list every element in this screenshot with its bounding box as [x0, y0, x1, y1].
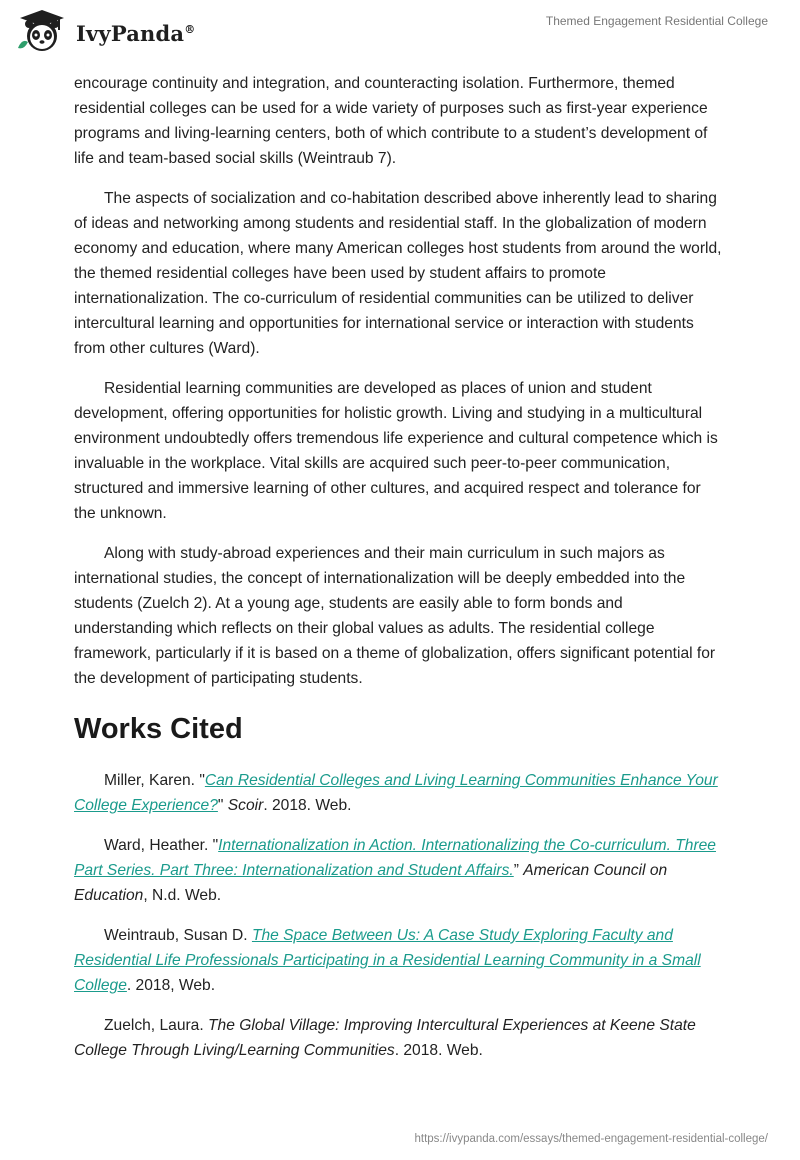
citation-author: Ward, Heather. " — [104, 837, 219, 854]
citation-source: American Council on Education — [74, 862, 668, 904]
citation-punct: ” — [513, 862, 524, 879]
works-cited-heading: Works Cited — [74, 713, 243, 745]
citation-link[interactable]: Can Residential Colleges and Living Learning Communities Enhance Your College Experience? — [74, 772, 718, 814]
essay-content — [74, 71, 724, 1078]
source-url[interactable]: https://ivypanda.com/essays/themed-engagement-residential-college/ — [414, 1133, 768, 1145]
citation-title: The Global Village: Improving Intercultural Experiences at Keene State College Through Living/Learning Communities — [74, 1017, 696, 1059]
brand-name: IvyPanda® — [76, 20, 196, 46]
citation-punct: " — [217, 797, 228, 814]
citation-author: Miller, Karen. " — [104, 772, 205, 789]
citation-author: Zuelch, Laura. — [104, 1017, 209, 1034]
paragraph: encourage continuity and integration, and counteracting isolation. Furthermore, themed residential colleges can be used for a wide variety of purposes such as first-year experience programs and living-learning centers, both of which contribute to a student’s development of life and team-based social skills (Weintraub 7). — [74, 75, 708, 167]
panda-logo-icon — [14, 8, 70, 54]
paragraph: Along with study-abroad experiences and their main curriculum in such majors as international studies, the concept of internationalization will be deeply embedded into the students (Zuelch 2). At a young age, students are easily able to form bonds and understanding which reflects on their global values as adults. The residential college framework, particularly if it is based on a theme of globalization, offers significant potential for the development of participating students. — [74, 545, 716, 687]
citation-author: Weintraub, Susan D. — [104, 927, 252, 944]
paragraph: The aspects of socialization and co-habitation described above inherently lead to sharing of ideas and networking among students and residential staff. In the globalization of modern economy and education, where many American colleges host students from around the world, the themed residential colleges have been used by student affairs to promote internationalization. The co-curriculum of residential communities can be utilized to deliver intercultural learning and opportunities for international service or interaction with students from other cultures (Ward). — [74, 190, 722, 357]
citation-entry — [74, 923, 724, 998]
citation-link[interactable]: Internationalization in Action. Internationalizing the Co-curriculum. Three Part Series. Part Three: Internationalization and Student Affairs. — [74, 837, 716, 879]
citation-entry — [74, 1013, 724, 1063]
ivypanda-logo[interactable] — [14, 8, 195, 54]
running-title: Themed Engagement Residential College — [545, 14, 768, 28]
citation-source: Scoir — [227, 797, 264, 814]
citation-tail: . 2018. Web. — [263, 797, 352, 814]
citation-entry — [74, 768, 724, 818]
citation-entry — [74, 833, 724, 908]
citation-tail: . 2018, Web. — [126, 977, 216, 994]
paragraph: Residential learning communities are developed as places of union and student development, offering opportunities for holistic growth. Living and studying in a multicultural environment undoubtedly offers tremendous life experience and cultural competence which is invaluable in the workplace. Vital skills are acquired such peer-to-peer communication, structured and immersive learning of other cultures, and acquired respect and tolerance for the unknown. — [74, 380, 718, 522]
citation-tail: . 2018. Web. — [394, 1042, 483, 1059]
citation-link[interactable]: The Space Between Us: A Case Study Exploring Faculty and Residential Life Professionals Participating in a Residential Learning Community in a Small College — [74, 927, 701, 994]
page-header — [0, 0, 800, 72]
citation-tail: , N.d. Web. — [143, 887, 222, 904]
